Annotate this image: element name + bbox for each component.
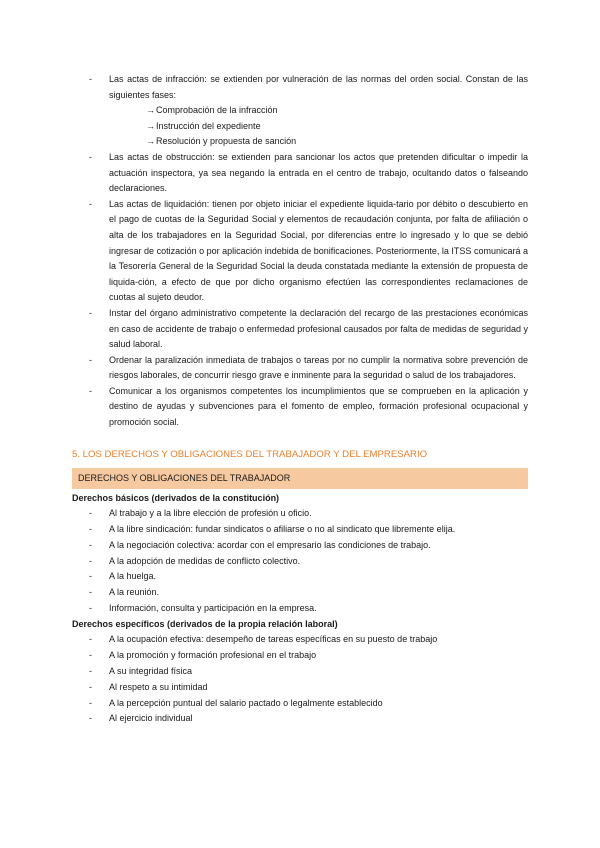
list-item-text: A la percepción puntual del salario pactado o legalmente establecido — [109, 697, 383, 708]
list-item — [72, 353, 528, 384]
list-item-text: Al respeto a su intimidad — [109, 681, 208, 692]
bullet-dash: - — [89, 307, 92, 318]
list-item — [72, 306, 528, 353]
list-item-text: A la promoción y formación profesional en el trabajo — [109, 650, 317, 661]
arrow-icon: → — [146, 105, 155, 116]
bullet-dash: - — [89, 603, 92, 614]
sub-item-text: Instrucción del expediente — [156, 120, 261, 131]
list-item — [72, 680, 528, 696]
bullet-dash: - — [89, 539, 92, 550]
list-item — [72, 538, 528, 554]
section-banner: DERECHOS Y OBLIGACIONES DEL TRABAJADOR — [72, 468, 528, 489]
list-item — [72, 648, 528, 664]
bullet-dash: - — [89, 634, 92, 645]
bullet-dash: - — [89, 587, 92, 598]
list-item — [72, 711, 528, 727]
derechos-basicos-list — [72, 506, 528, 617]
bullet-dash: - — [89, 650, 92, 661]
bullet-dash: - — [89, 555, 92, 566]
sub-list-item — [72, 119, 528, 135]
bullet-dash: - — [89, 697, 92, 708]
list-item — [72, 522, 528, 538]
list-item — [72, 696, 528, 712]
list-item-text: A la reunión. — [109, 587, 160, 598]
bullet-dash: - — [89, 524, 92, 535]
list-item-text: Las actas de infracción: se extienden por vulneración de las normas del orden social. Constan de las siguientes fases: — [109, 74, 528, 100]
list-item-text: A su integridad física — [109, 666, 193, 677]
list-item-text: A la libre sindicación: fundar sindicatos o afiliarse o no al sindicato que libremente elija. — [109, 524, 456, 535]
list-item — [72, 506, 528, 522]
sub-list-item — [72, 134, 528, 150]
arrow-icon: → — [146, 120, 155, 131]
list-item-text: A la adopción de medidas de conflicto colectivo. — [109, 555, 301, 566]
list-item-text: A la huelga. — [109, 571, 157, 582]
list-item — [72, 554, 528, 570]
list-item — [72, 632, 528, 648]
list-item-text: Al ejercicio individual — [109, 713, 193, 724]
actas-list — [72, 72, 528, 431]
bullet-dash: - — [89, 681, 92, 692]
list-item — [72, 585, 528, 601]
list-item — [72, 197, 528, 306]
sub-item-text: Comprobación de la infracción — [156, 105, 278, 116]
subheading-derechos-basicos: Derechos básicos (derivados de la constitución) — [72, 492, 280, 503]
list-item — [72, 150, 528, 197]
list-item-text: Las actas de liquidación: tienen por objeto iniciar el expediente liquida-tario por débito o descubierto en el pago de cuotas de la Seguridad Social y elementos de recaudación conjunta, por falta de afiliación o alta de los trabajadores en la Seguridad Social, por diferencias entre lo ingresado y lo que se debió ingresar de cotización o por aplicación indebida de bonificaciones. Posteriormente, la ITSS comunicará a la Tesorería General de la Seguridad Social la deuda constatada mediante la extensión de propuesta de liquida-ción, a efecto de que por dicho organismo efectúen las correspondientes reclamaciones de cuotas al sujeto deudor. — [109, 198, 528, 303]
bullet-dash: - — [89, 151, 92, 162]
bullet-dash: - — [89, 508, 92, 519]
bullet-dash: - — [89, 198, 92, 209]
bullet-dash: - — [89, 666, 92, 677]
list-item-text: Las actas de obstrucción: se extienden para sancionar los actos que pretenden dificultar o impedir la actuación inspectora, ya sea negando la entrada en el centro de trabajo, ocultando datos o falseando declaraciones. — [109, 151, 528, 194]
list-item-text: Instar del órgano administrativo competente la declaración del recargo de las prestaciones económicas en caso de accidente de trabajo o enfermedad profesional causados por falta de medidas de seguridad y salud laboral. — [109, 307, 528, 350]
bullet-dash: - — [89, 571, 92, 582]
list-item-text: Comunicar a los organismos competentes los incumplimientos que se comprueben en la aplicación y destino de ayudas y subvenciones para el fomento de empleo, formación profesional ocupacional y promoción social. — [109, 385, 528, 428]
list-item — [72, 664, 528, 680]
list-item-text: Ordenar la paralización inmediata de trabajos o tareas por no cumplir la normativa sobre prevención de riesgos laborales, de concurrir riesgo grave e inminente para la seguridad o salud de los trabajadores. — [109, 354, 528, 381]
subheading-derechos-especificos: Derechos específicos (derivados de la propia relación laboral) — [72, 618, 338, 629]
list-item-text: Al trabajo y a la libre elección de profesión u oficio. — [109, 508, 312, 519]
derechos-especificos-list — [72, 632, 528, 727]
page-content — [72, 72, 528, 727]
list-item — [72, 569, 528, 585]
list-item — [72, 601, 528, 617]
arrow-icon: → — [146, 136, 155, 147]
sub-list-item — [72, 103, 528, 119]
bullet-dash: - — [89, 713, 92, 724]
bullet-dash: - — [89, 354, 92, 365]
bullet-dash: - — [89, 385, 92, 396]
list-item-text: Información, consulta y participación en la empresa. — [109, 603, 317, 614]
bullet-dash: - — [89, 74, 92, 84]
list-item — [72, 384, 528, 431]
list-item — [72, 72, 528, 103]
sub-item-text: Resolución y propuesta de sanción — [156, 136, 297, 147]
list-item-text: A la negociación colectiva: acordar con el empresario las condiciones de trabajo. — [109, 539, 431, 550]
section-title: 5. LOS DERECHOS Y OBLIGACIONES DEL TRABAJADOR Y DEL EMPRESARIO — [72, 448, 428, 460]
list-item-text: A la ocupación efectiva: desempeño de tareas específicas en su puesto de trabajo — [109, 634, 438, 645]
